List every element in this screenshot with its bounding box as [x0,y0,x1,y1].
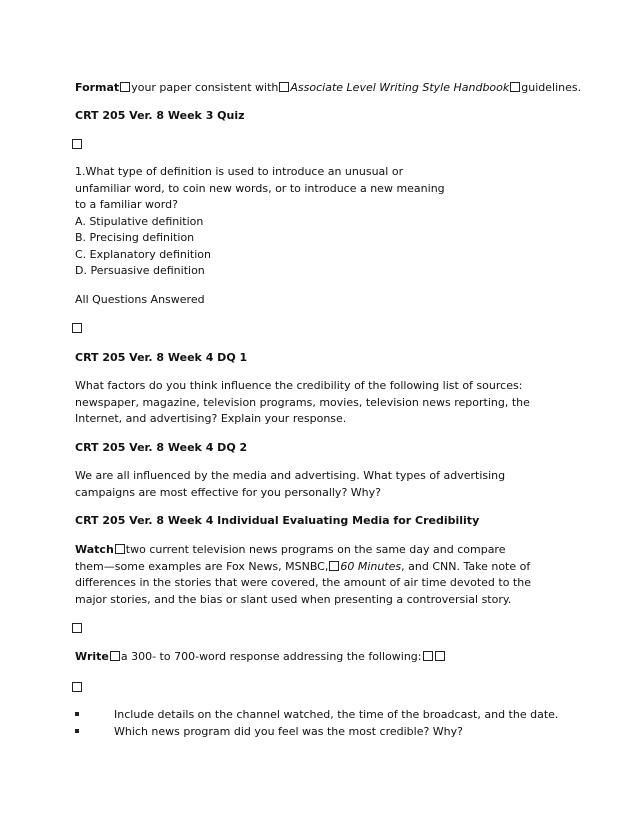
individual-body [75,542,531,608]
question-line: to a familiar word? [75,198,178,211]
question-line: unfamiliar word, to coin new words, or to introduce a new meaning [75,181,445,195]
examples-line [75,559,531,576]
dq1-line: Internet, and advertising? Explain your response. [75,412,347,425]
handbook-title: Associate Level Writing Style Handbook [290,81,510,94]
list-item-text: Which news program did you feel was the most credible? Why? [114,725,463,738]
write-instruction [75,649,446,666]
dq1-line: newspaper, magazine, television programs, movies, television news reporting, the [75,395,530,409]
list-item-text: Include details on the channel watched, the time of the broadcast, and the date. [114,708,559,721]
week3-heading: CRT 205 Ver. 8 Week 3 Quiz [75,109,245,122]
dq1-line: What factors do you think influence the credibility of the following list of sources: [75,379,523,392]
missing-glyph-icon [110,651,120,661]
individual-line: differences in the stories that were covered, the amount of air time devoted to the [75,576,531,589]
individual-line: major stories, and the bias or slant used when presenting a controversial story. [75,592,512,606]
missing-glyph-icon [329,561,339,571]
watch-lead: Watch [75,543,114,556]
dq2-line: We are all influenced by the media and advertising. What types of advertising [75,469,506,482]
missing-glyph-icon [510,82,520,92]
watch-line [75,542,531,559]
question-line: 1.What type of definition is used to introduce an unusual or [75,165,404,178]
missing-glyph-icon [435,651,445,661]
dq2-heading: CRT 205 Ver. 8 Week 4 DQ 2 [75,441,248,454]
dq2-body [75,468,505,501]
write-text: a 300- to 700-word response addressing the following: [120,650,422,663]
answer-option: D. Persuasive definition [75,264,205,277]
bullet-icon [75,729,79,733]
list-item [75,723,595,740]
format-instruction [75,80,581,97]
quiz-question [75,164,445,280]
dq1-heading: CRT 205 Ver. 8 Week 4 DQ 1 [75,351,248,364]
answer-option: C. Explanatory definition [75,247,211,261]
answer-option: B. Precising definition [75,231,195,244]
format-text-2: guidelines. [521,81,582,94]
examples-text: them—some examples are Fox News, MSNBC, [75,559,329,573]
bullet-icon [75,712,79,716]
program-title: 60 Minutes [340,559,402,573]
missing-glyph-icon [72,682,82,692]
watch-text: two current television news programs on the same day and compare [125,543,506,556]
requirements-list [75,706,595,740]
format-lead: Format [75,81,120,94]
missing-glyph-icon [120,82,130,92]
write-lead: Write [75,650,109,663]
missing-glyph-icon [72,139,82,149]
examples-text-end: , and CNN. Take note of [401,559,531,573]
list-item [75,706,595,723]
answer-option: A. Stipulative definition [75,214,204,228]
dq2-line: campaigns are most effective for you personally? Why? [75,485,381,499]
missing-glyph-icon [279,82,289,92]
format-text-1: your paper consistent with [131,81,279,94]
dq1-body [75,378,530,428]
missing-glyph-icon [115,544,125,554]
missing-glyph-icon [72,323,82,333]
missing-glyph-icon [423,651,433,661]
individual-heading: CRT 205 Ver. 8 Week 4 Individual Evaluating Media for Credibility [75,514,480,527]
missing-glyph-icon [72,623,82,633]
all-answered-note: All Questions Answered [75,293,205,306]
